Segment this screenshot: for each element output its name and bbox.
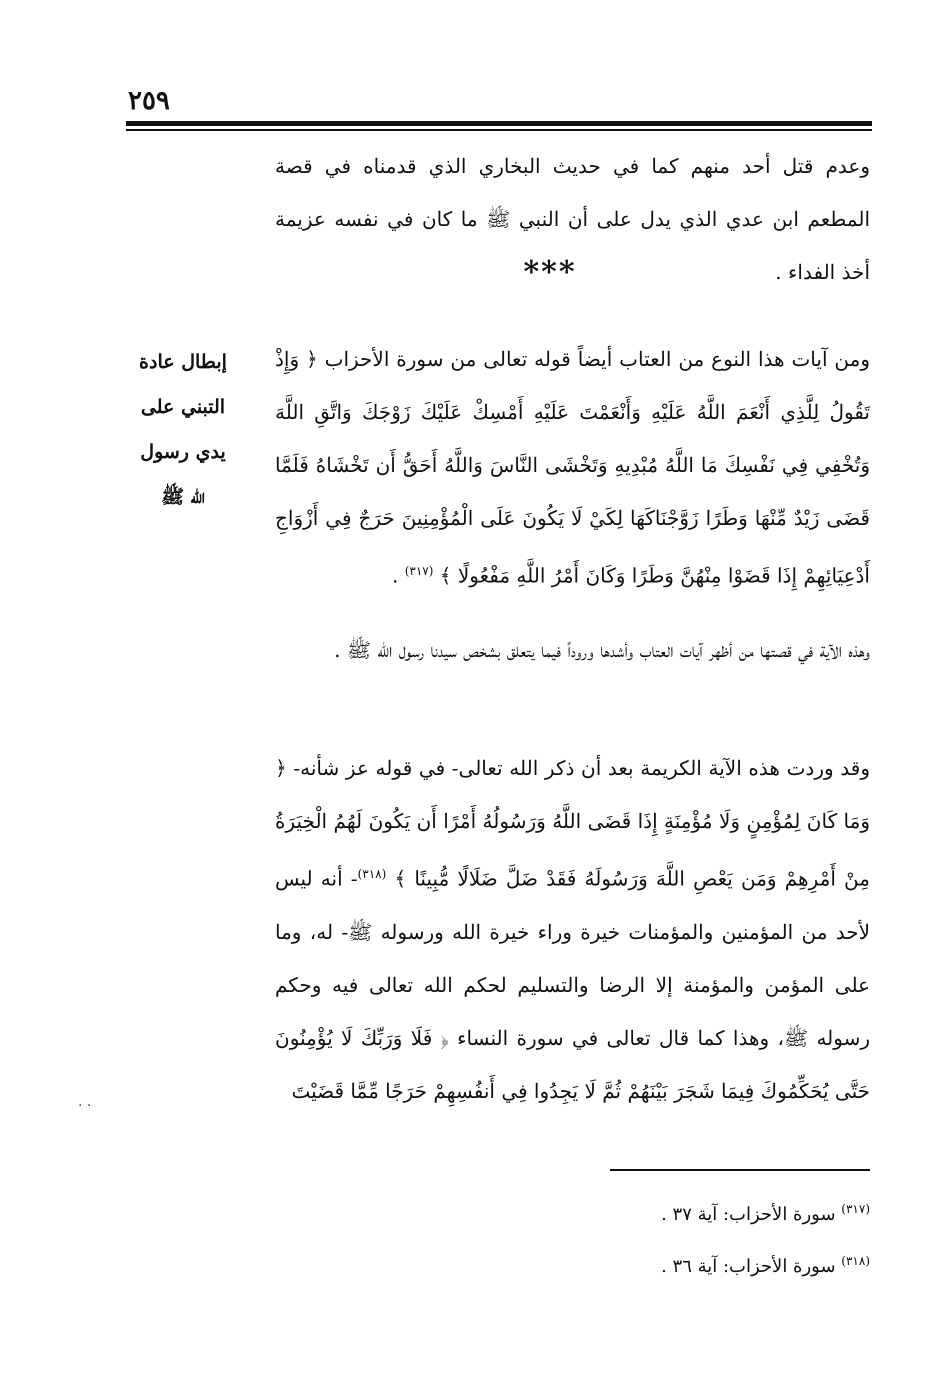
footnote-number: (٣١٨) [841,1254,870,1268]
paragraph-2-end: . [391,563,405,588]
footnote-rule [610,1169,870,1171]
margin-note [128,340,238,520]
stray-marks: · · [78,1098,92,1114]
footnote-ref-318: (٣١٨) [357,867,387,881]
quran-verse-nisa-65: ﴿ فَلَا وَرَبِّكَ لَا يُؤْمِنُونَ حَتَّى يُحَكِّمُوكَ فِيمَا شَجَرَ بَيْنَهُمْ ثُمَّ لَا يَجِدُوا فِي أَنفُسِهِمْ حَرَجًا مِّمَّا قَضَيْتَ [275,1025,870,1103]
quran-verse-ahzab-36: ﴿ وَمَا كَانَ لِمُؤْمِنٍ وَلَا مُؤْمِنَةٍ إِذَا قَضَى اللَّهُ وَرَسُولُهُ أَمْرًا أَن يَكُونَ لَهُمُ الْخِيَرَةُ مِنْ أَمْرِهِمْ وَمَن يَعْصِ اللَّهَ وَرَسُولَهُ فَقَدْ ضَلَّ ضَلَالًا مُّبِينًا ﴾ [275,756,870,891]
margin-note-line: يدي رسول [140,441,226,463]
paragraph-2 [275,333,870,603]
paragraph-3: وهذه الآية في قصتها من أظهر آيات العتاب وأشدها وروداً فيما يتعلق بشخص سيدنا رسول الله ﷺ . [334,638,870,662]
margin-note-line: التبني على [140,396,226,418]
paragraph-4-part2: - أنه ليس لأحد من المؤمنين والمؤمنات خيرة وراء خيرة الله ورسوله ﷺ- له، وما على المؤمن والمؤمنة إلا الرضا والتسليم لحكم الله تعالى فيه وحكم رسوله ﷺ، وهذا كما قال تعالى في سورة النساء [275,866,871,1050]
footnote-item [560,1186,870,1238]
page-number: ٢٥٩ [128,86,170,116]
footnote-item [560,1238,870,1290]
paragraph-2-intro: ومن آيات هذا النوع من العتاب أيضاً قوله تعالى من سورة الأحزاب [324,347,870,371]
header-rule-thin [126,129,872,131]
paragraph-4-part1: وقد وردت هذه الآية الكريمة بعد أن ذكر الله تعالى- في قوله عز شأنه- [293,756,870,780]
paragraph-4 [275,742,870,1118]
footnote-text: سورة الأحزاب: آية ٣٦ . [661,1256,836,1277]
footnote-number: (٣١٧) [841,1202,870,1216]
margin-note-line: إبطال عادة [139,351,227,373]
margin-note-line: الله ﷺ [161,486,205,508]
quran-verse-ahzab-37: ﴿ وَإِذْ تَقُولُ لِلَّذِي أَنْعَمَ اللَّهُ عَلَيْهِ وَأَنْعَمْتَ عَلَيْهِ أَمْسِكْ عَلَيْكَ زَوْجَكَ وَاتَّقِ اللَّهَ وَتُخْفِي فِي نَفْسِكَ مَا اللَّهُ مُبْدِيهِ وَتَخْشَى النَّاسَ وَاللَّهُ أَحَقُّ أَن تَخْشَاهُ فَلَمَّا قَضَى زَيْدٌ مِّنْهَا وَطَرًا زَوَّجْنَاكَهَا لِكَيْ لَا يَكُونَ عَلَى الْمُؤْمِنِينَ حَرَجٌ فِي أَزْوَاجِ أَدْعِيَائِهِمْ إِذَا قَضَوْا مِنْهُنَّ وَطَرًا وَكَانَ أَمْرُ اللَّهِ مَفْعُولًا ﴾ [275,347,870,588]
footnotes [560,1186,870,1290]
footnote-text: سورة الأحزاب: آية ٣٧ . [661,1204,836,1225]
footnote-ref-317: (٣١٧) [404,564,434,578]
paragraph-1: وعدم قتل أحد منهم كما في حديث البخاري الذي قدمناه في قصة المطعم ابن عدي الذي يدل على أن النبي ﷺ ما كان في نفسه عزيمة أخذ الفداء . [275,154,870,284]
section-separator: *** [523,255,577,290]
header-rule-thick [126,121,872,126]
